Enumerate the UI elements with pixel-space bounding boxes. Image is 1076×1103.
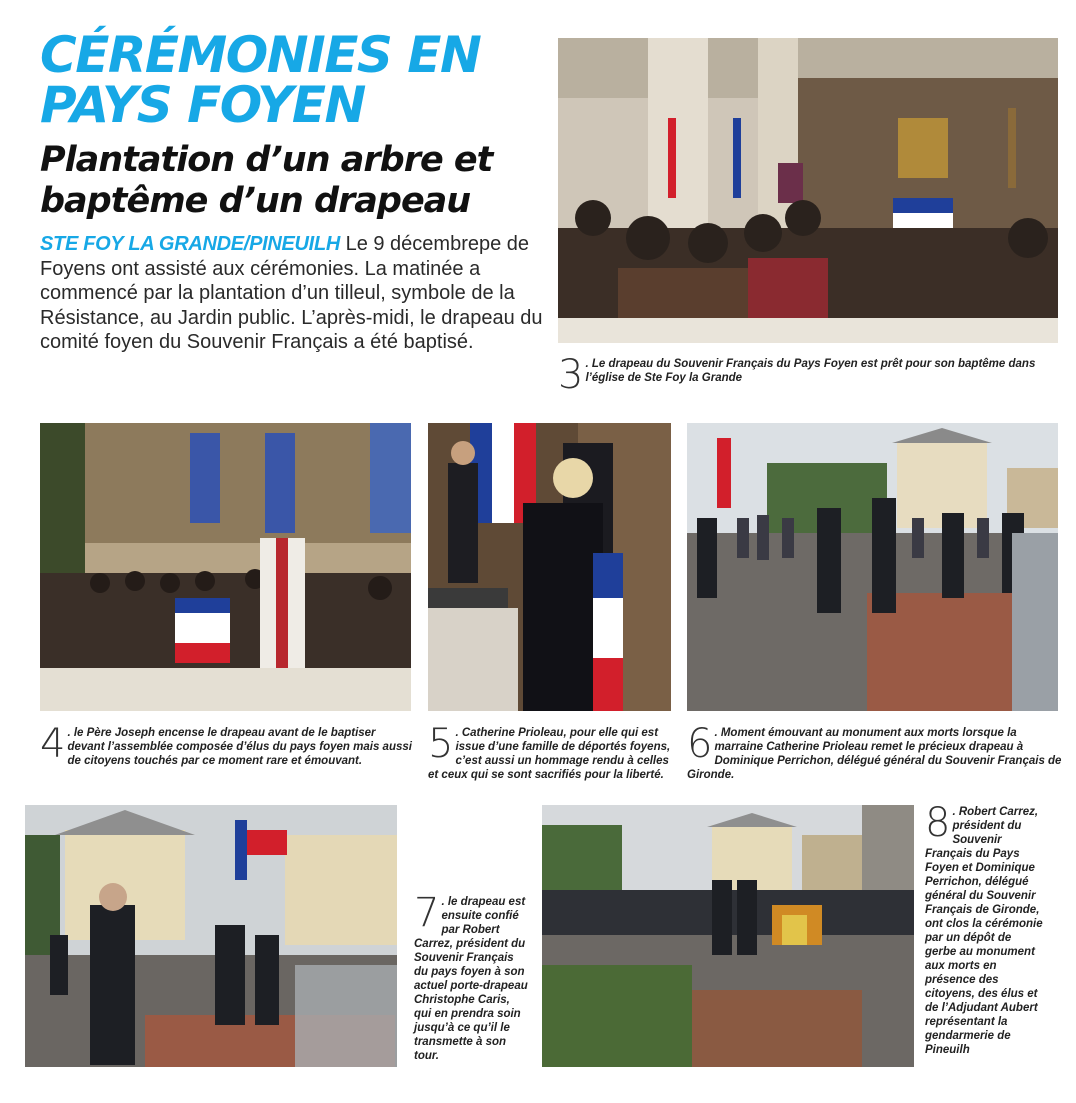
photo-priest-blessing [40, 423, 411, 711]
caption-6 [687, 721, 1062, 782]
caption-7 [414, 890, 530, 1063]
caption-3 [558, 352, 1058, 398]
caption-7-number: 7 [414, 890, 440, 936]
intro-lead: STE FOY LA GRANDE/PINEUILH [40, 233, 341, 255]
caption-5 [428, 721, 673, 782]
photo-wreath-laying [542, 805, 914, 1067]
intro-paragraph [40, 232, 545, 355]
caption-4-text: . le Père Joseph encense le drapeau avant de le baptiser devant l’assemblée composée d’élus du pays foyen mais aussi de citoyens touchés par ce moment rare et émouvant. [67, 727, 412, 767]
caption-7-text: . le drapeau est ensuite confié par Robert Carrez, président du Souvenir Français du pays foyen à son actuel porte-drapeau Christophe Caris, qui en prendra soin jusqu’à ce qu’il le transmette à son tour. [414, 896, 528, 1062]
caption-5-text: . Catherine Prioleau, pour elle qui est issue d’une famille de déportés foyens, c’est aussi un hommage rendu à celles et ceux qui se sont sacrifiés pour la liberté. [428, 727, 671, 781]
caption-8 [925, 800, 1043, 1057]
caption-8-text: . Robert Carrez, président du Souvenir Français du Pays Foyen et Dominique Perrichon, délégué général du Souvenir Français de Gironde, ont clos la cérémonie par un dépôt de gerbe au monument aux morts en présence des citoyens, des élus et de l’Adjudant Aubert représentant la gendarmerie de Pineuilh [925, 806, 1043, 1056]
photo-godmother-flag [428, 423, 671, 711]
caption-8-number: 8 [925, 800, 951, 846]
headline-line-1: Plantation d’un arbre et [40, 140, 493, 180]
photo-flag-entrusted [25, 805, 397, 1067]
caption-6-text: . Moment émouvant au monument aux morts lorsque la marraine Catherine Prioleau remet le précieux drapeau à Dominique Perrichon, délégué général du Souvenir Français de Gironde. [687, 727, 1062, 781]
photo-monument-handover [687, 423, 1058, 711]
caption-4 [40, 721, 415, 768]
headline-line-2: baptême d’un drapeau [40, 181, 471, 221]
kicker-title [40, 26, 540, 134]
kicker-line-2: PAYS FOYEN [40, 76, 365, 134]
caption-4-number: 4 [40, 721, 66, 767]
caption-5-number: 5 [428, 721, 454, 767]
caption-3-number: 3 [558, 352, 584, 398]
kicker-line-1: CÉRÉMONIES EN [40, 26, 481, 84]
photo-church-congregation [558, 38, 1058, 343]
caption-6-number: 6 [687, 721, 713, 767]
headline [40, 140, 545, 222]
intro-text: Le 9 décembrepe de Foyens ont assisté aux cérémonies. La matinée a commencé par la plantation d’un tilleul, symbole de la Résistance, au Jardin public. L’après-midi, le drapeau du comité foyen du Souvenir Français a été baptisé. [40, 233, 543, 353]
caption-3-text: . Le drapeau du Souvenir Français du Pays Foyen est prêt pour son baptême dans l’église de Ste Foy la Grande [585, 358, 1036, 384]
